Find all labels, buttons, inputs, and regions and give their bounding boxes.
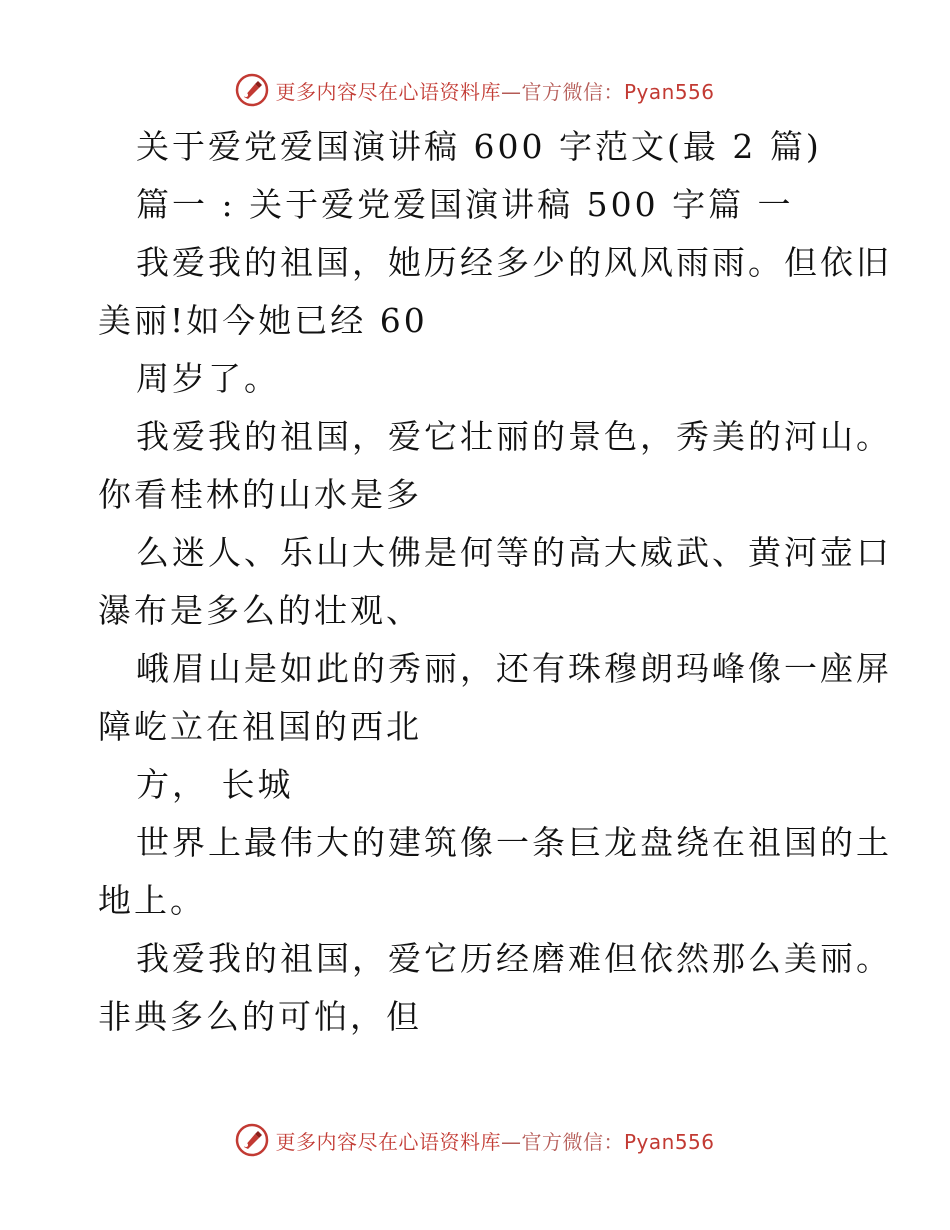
- paragraph-line: 我爱我的祖国，她历经多少的风风雨雨。但依旧: [136, 243, 892, 282]
- paragraph-line: 地上。: [98, 881, 206, 920]
- paragraph-line: 峨眉山是如此的秀丽，还有珠穆朗玛峰像一座屏: [136, 649, 892, 688]
- watermark-text: [275, 76, 714, 105]
- paragraph-line: 美丽!如今她已经 60: [98, 301, 428, 340]
- paragraph-line: 世界上最伟大的建筑像一条巨龙盘绕在祖国的土: [136, 823, 892, 862]
- watermark-wechat-id: Pyan556: [623, 1129, 715, 1154]
- section-heading: 篇一 : 关于爱党爱国演讲稿 500 字篇 一: [136, 185, 794, 224]
- paragraph-line: 瀑布是多么的壮观、: [98, 591, 422, 630]
- watermark-wechat-label: —官方微信：: [500, 1129, 624, 1154]
- header-watermark-banner: [0, 70, 950, 110]
- watermark-site-name: 更多内容尽在心语资料库: [275, 1129, 501, 1154]
- paragraph-line: 我爱我的祖国，爱它壮丽的景色，秀美的河山。: [136, 417, 892, 456]
- watermark-text: [275, 1126, 714, 1155]
- document-title: 关于爱党爱国演讲稿 600 字范文(最 2 篇): [136, 127, 822, 166]
- paragraph-line: 周岁了。: [136, 359, 280, 398]
- paragraph-line: 么迷人、乐山大佛是何等的高大威武、黄河壶口: [136, 533, 892, 572]
- footer-watermark-banner: [0, 1120, 950, 1160]
- watermark-site-name: 更多内容尽在心语资料库: [275, 79, 501, 104]
- paragraph-line: 非典多么的可怕，但: [98, 997, 422, 1036]
- paragraph-line: 我爱我的祖国，爱它历经磨难但依然那么美丽。: [136, 939, 892, 978]
- pen-nib-logo-icon: [235, 73, 269, 107]
- watermark-wechat-id: Pyan556: [623, 79, 715, 104]
- pen-nib-logo-icon: [235, 1123, 269, 1157]
- paragraph-line: 你看桂林的山水是多: [98, 475, 422, 514]
- watermark-wechat-label: —官方微信：: [500, 79, 624, 104]
- paragraph-line: 障屹立在祖国的西北: [98, 707, 422, 746]
- paragraph-line: 方， 长城: [136, 765, 294, 804]
- document-body: [98, 118, 892, 1046]
